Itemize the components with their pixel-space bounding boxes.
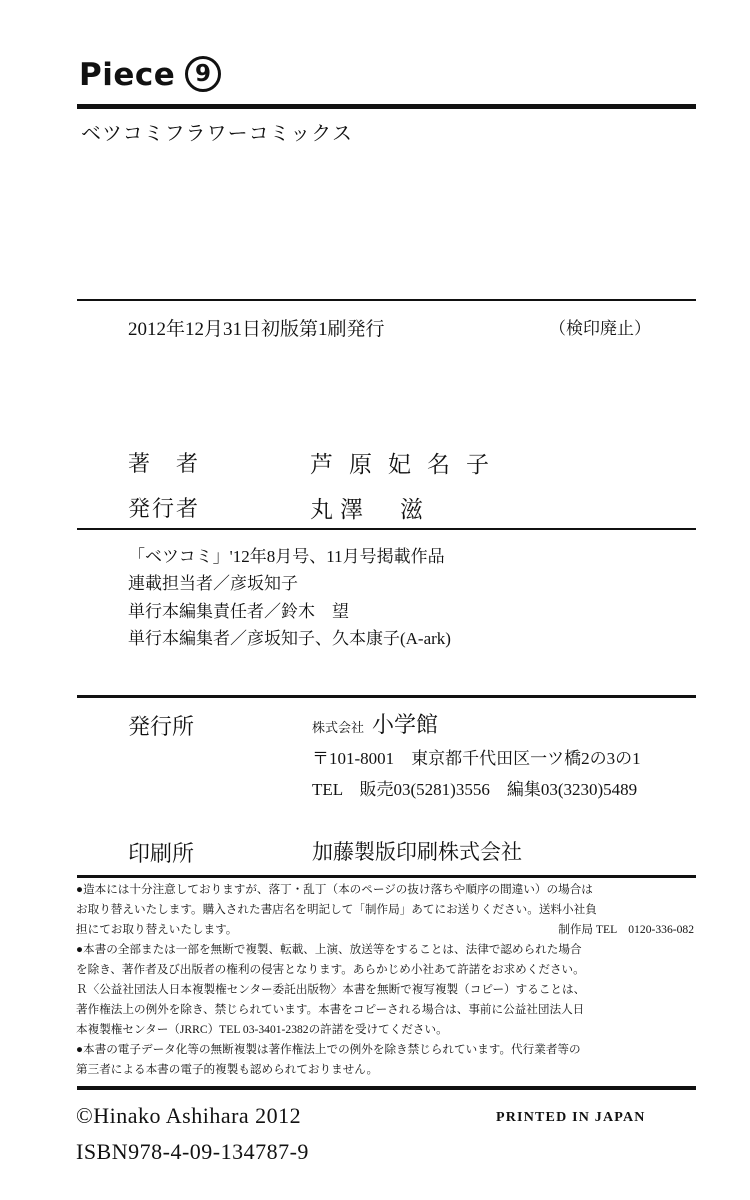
printer-label: 印刷所 — [128, 841, 195, 866]
publisher-address: 〒101-8001 東京都千代田区一ツ橋2の3の1 — [312, 749, 641, 768]
publisher-name: 丸澤 滋 — [310, 497, 430, 522]
book-title — [79, 56, 221, 93]
notice-top-rule — [77, 875, 696, 878]
publisher-office-label: 発行所 — [128, 714, 195, 739]
credit-line: 単行本編集責任者／鈴木 望 — [128, 602, 349, 621]
people-rule — [77, 528, 696, 530]
credit-line: 単行本編集者／彦坂知子、久本康子(A-ark) — [128, 629, 451, 648]
credits-rule — [77, 695, 696, 698]
publication-date: 2012年12月31日初版第1刷発行 — [128, 319, 385, 340]
copyright: ©Hinako Ashihara 2012 — [76, 1103, 302, 1128]
book-title-text: Piece — [79, 57, 176, 93]
credit-line: 「ベツコミ」'12年8月号、11月号掲載作品 — [128, 547, 445, 566]
publisher-phone: TEL 販売03(5281)3556 編集03(3230)5489 — [312, 780, 638, 799]
author-label: 著 者 — [128, 451, 201, 476]
notice-line: Ｒ〈公益社団法人日本複製権センター委託出版物〉本書を無断で複写複製（コピー）することは、 — [76, 983, 586, 996]
publisher-label: 発行者 — [128, 496, 201, 521]
printed-in: PRINTED IN JAPAN — [496, 1110, 646, 1125]
company-name — [312, 708, 438, 739]
notice-line: 担にてお取り替えいたします。 — [76, 923, 238, 936]
notice-line: 本複製権センター（JRRC）TEL 03-3401-2382の許諾を受けてください。 — [76, 1023, 448, 1036]
isbn: ISBN978-4-09-134787-9 — [76, 1139, 309, 1164]
seal-note: （検印廃止） — [549, 319, 651, 338]
notice-contact: 制作局 TEL 0120-336-082 — [558, 923, 694, 936]
notice-line: お取り替えいたします。購入された書店名を明記して「制作局」あてにお送りください。送料小社負 — [76, 903, 597, 916]
volume-number: 9 — [185, 56, 221, 92]
author-name: 芦原妃名子 — [310, 452, 505, 477]
series-label: ベツコミフラワーコミックス — [81, 121, 353, 145]
date-rule — [77, 299, 696, 301]
notice-line: ●本書の全部または一部を無断で複製、転載、上演、放送等をすることは、法律で認められた場合 — [76, 943, 582, 956]
printer-name: 加藤製版印刷株式会社 — [312, 840, 522, 864]
notice-bottom-rule — [77, 1086, 696, 1090]
notice-line: 著作権法上の例外を除き、禁じられています。本書をコピーされる場合は、事前に公益社団法人日 — [76, 1003, 585, 1016]
notice-line: ●本書の電子データ化等の無断複製は著作権法上での例外を除き禁じられています。代行業者等の — [76, 1043, 581, 1056]
title-rule — [77, 104, 696, 109]
notice-line: ●造本には十分注意しておりますが、落丁・乱丁（本のページの抜け落ちや順序の間違い）の場合は — [76, 883, 593, 896]
credit-line: 連載担当者／彦坂知子 — [128, 574, 298, 593]
notice-line: を除き、著作者及び出版者の権利の侵害となります。あらかじめ小社あて許諾をお求めください。 — [76, 963, 585, 976]
company-prefix: 株式会社 — [312, 720, 365, 735]
notice-line: 第三者による本書の電子的複製も認められておりません。 — [76, 1063, 379, 1076]
company-main: 小学館 — [372, 712, 439, 737]
